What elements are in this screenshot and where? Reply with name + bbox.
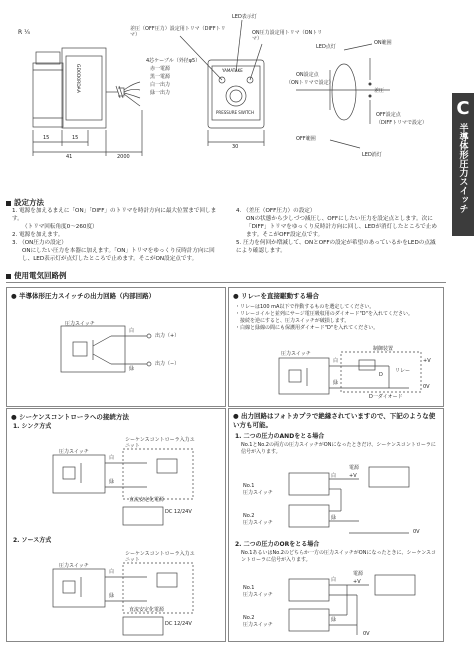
- source-white: 白: [109, 569, 115, 575]
- wire-black: 黒一電源: [150, 74, 171, 80]
- or-power: 電源: [353, 571, 364, 577]
- relay-note-4: ・白線と緑線の間にも保護用ダイオード"D"を入れてください。: [235, 325, 379, 331]
- source-title: 2. ソース方式: [13, 537, 52, 544]
- sink-white: 白: [109, 455, 115, 461]
- and-power: 電源: [349, 465, 360, 471]
- source-seq-unit: シーケンスコントローラ入力ユニット: [125, 551, 195, 563]
- and-white: 白: [331, 473, 337, 479]
- output-circuit-title: ● 半導体形圧力スイッチの出力回路（内部回路）: [11, 292, 156, 300]
- relay-svg: [229, 348, 443, 406]
- sink-switch-label: 圧力スイッチ: [59, 449, 89, 455]
- wire-white: 白一出力: [150, 82, 171, 88]
- dim-15-left: 15: [43, 135, 50, 141]
- source-power-supply: 直流安定化電源: [129, 607, 165, 613]
- setting-step-2: 2. 電源を加えます。: [12, 232, 64, 238]
- output-minus: 出力（−）: [155, 361, 180, 367]
- relay-notes: [235, 304, 439, 332]
- source-green: 緑: [109, 593, 115, 599]
- diff-label: 差圧: [374, 88, 385, 94]
- relay-title: ● リレーを直接駆動する場合: [233, 292, 319, 300]
- dim-15-right: 15: [72, 135, 79, 141]
- relay-plus-v: +V: [423, 358, 431, 364]
- dim-41: 41: [66, 154, 73, 160]
- on-range-label: ON範囲: [374, 40, 392, 46]
- setting-step-3: 3. （ON圧力の設定）: [12, 240, 67, 246]
- setting-left: [12, 207, 222, 263]
- relay-d-label: D: [379, 372, 383, 378]
- on-set-label: ON設定点: [296, 72, 319, 78]
- relay-control-label: 制御装置: [373, 346, 394, 352]
- setting-step-1-note: （トリマ回転角度0～260度）: [22, 224, 98, 230]
- circuits-rule: [6, 282, 446, 283]
- on-trim-label: ON圧力設定用トリマ（ONトリマ）: [252, 30, 323, 42]
- sink-title: 1. シンク方式: [13, 423, 52, 430]
- setting-step-4: 4. （差圧（OFF圧力）の設定）: [236, 208, 316, 214]
- or-title: 2. 二つの圧力のORをとる場合: [235, 541, 320, 548]
- or-desc: No.1あるいはNo.2のどちらか一方の圧力スイッチがONになったときに、シーケンスコントローラに信号が入ります。: [241, 550, 437, 563]
- or-no2: No.2: [243, 615, 255, 621]
- dim-30: 30: [232, 144, 239, 150]
- and-no2-switch: 圧力スイッチ: [243, 520, 273, 526]
- or-green: 緑: [331, 617, 337, 623]
- off-set-label: OFF設定点: [376, 112, 401, 118]
- setting-step-4-body: ONの状態から少しづつ減圧し、OFFにしたい圧力を設定点とします。次に「DIFF」トリマをゆっくり反時計方向に回し、LEDが消灯したところで止めます。そこがOFF設定点です。: [246, 216, 437, 238]
- source-switch-label: 圧力スイッチ: [59, 563, 89, 569]
- and-no2: No.2: [243, 513, 255, 519]
- photocoupler-title: ● 出力回路はフォトカプラで絶縁されていますので、下記のような使い方も可能。: [233, 412, 436, 429]
- diff-trim-label: 差圧（OFF圧力）設定用トリマ（DIFFトリマ）: [130, 26, 226, 38]
- dimension-drawing: [0, 0, 446, 180]
- led-display-label: LED表示灯: [232, 14, 257, 20]
- model-label: GD0D0RDAA: [75, 64, 80, 93]
- and-title: 1. 二つの圧力のANDをとる場合: [235, 433, 325, 440]
- sequencer-box: [6, 408, 226, 642]
- or-zero-v: 0V: [363, 631, 370, 637]
- dim-2000: 2000: [117, 154, 130, 160]
- brand-face: YAMATAKE: [222, 68, 243, 73]
- output-white: 白: [129, 328, 135, 334]
- on-trim-set-label: （ONトリマで設定）: [286, 80, 334, 86]
- relay-white: 白: [333, 358, 339, 364]
- and-plus-v: +V: [349, 473, 357, 479]
- or-white: 白: [331, 577, 337, 583]
- wire-green: 緑一出力: [150, 90, 171, 96]
- sink-seq-unit: シーケンスコントローラ入力ユニット: [125, 437, 195, 449]
- relay-green: 緑: [333, 380, 339, 386]
- pressure-switch-face: PRESSURE SWITCH: [216, 110, 254, 115]
- sequencer-title-text: シーケンスコントローラへの接続方法: [18, 413, 129, 421]
- off-range-label: OFF範囲: [296, 136, 316, 142]
- sink-power-supply: 直流安定化電源: [129, 497, 165, 503]
- and-no1-switch: 圧力スイッチ: [243, 490, 273, 496]
- side-tab: [452, 93, 474, 236]
- circuits-heading-text: 使用電気回路例: [14, 271, 67, 280]
- relay-title-text: リレーを直接駆動する場合: [240, 292, 319, 300]
- setting-section: [6, 197, 444, 263]
- side-tab-text: 半導体形圧力スイッチ: [457, 123, 468, 213]
- or-no1: No.1: [243, 585, 255, 591]
- photocoupler-box: [228, 408, 444, 642]
- output-circuit-svg: [7, 308, 225, 404]
- and-green: 緑: [331, 515, 337, 521]
- relay-note-2: ・リレーコイルと並列にサージ電圧吸収用のダイオード"D"を入れてください。: [235, 311, 413, 317]
- setting-heading-text: 設定方法: [14, 198, 44, 207]
- or-no1-switch: 圧力スイッチ: [243, 592, 273, 598]
- sink-dc: DC 12/24V: [165, 509, 192, 515]
- output-green: 緑: [129, 366, 135, 372]
- setting-step-3-body: ONにしたい圧力を本器に加えます。「ON」トリマをゆっくり反時計方向に回し、LED表示灯が点灯したところで止めます。そこがON設定点です。: [22, 248, 215, 262]
- and-no1: No.1: [243, 483, 255, 489]
- led-on-label: LED点灯: [316, 44, 336, 50]
- relay-zero-v: 0V: [423, 384, 430, 390]
- relay-note-3: 接続を逆にすると、圧力スイッチが破損します。: [235, 318, 350, 324]
- and-desc: No.1とNo.2の両方の圧力スイッチがONになったときだけ、シーケンスコントローラに信号が入ります。: [241, 442, 436, 455]
- setting-right: [236, 207, 440, 255]
- output-switch-label: 圧力スイッチ: [65, 321, 95, 327]
- output-circuit-title-text: 半導体形圧力スイッチの出力回路（内部回路）: [18, 292, 156, 300]
- source-dc: DC 12/24V: [165, 621, 192, 627]
- diff-trim-set-label: （DIFFトリマで設定）: [376, 120, 427, 126]
- and-svg: [229, 459, 443, 539]
- sequencer-title: ● シーケンスコントローラへの接続方法: [11, 413, 129, 421]
- setting-step-5: 5. 圧力を何回か増減して、ONとOFFの設定が希望のあっているかをLEDの点滅により確認します。: [236, 240, 436, 254]
- thread-label: R ¼: [18, 29, 30, 36]
- output-circuit-box: [6, 287, 226, 407]
- and-zero-v: 0V: [413, 529, 420, 535]
- or-plus-v: +V: [353, 579, 361, 585]
- relay-diode-label: D一ダイオード: [369, 394, 403, 400]
- sink-green: 緑: [109, 479, 115, 485]
- led-off-label: LED消灯: [362, 152, 382, 158]
- setting-step-1: 1. 電源を加えるまえに「ON」「DIFF」のトリマを時計方向に最大位置まで回します。: [12, 208, 217, 222]
- side-tab-letter: C: [456, 98, 470, 119]
- photocoupler-title-text: 出力回路はフォトカプラで絶縁されていますので、下記のような使い方も可能。: [233, 412, 436, 429]
- relay-note-1: ・リレーは100 mA以下で作動するものを選定してください。: [235, 304, 375, 310]
- or-no2-switch: 圧力スイッチ: [243, 622, 273, 628]
- output-plus: 出力（+）: [155, 333, 180, 339]
- relay-switch-label: 圧力スイッチ: [281, 351, 311, 357]
- wire-red: 赤一電源: [150, 66, 171, 72]
- relay-label: リレー: [395, 368, 411, 374]
- circuits-heading: [6, 270, 67, 281]
- cable-title: 4芯ケーブル（外径φ5）: [146, 58, 201, 64]
- relay-box: [228, 287, 444, 407]
